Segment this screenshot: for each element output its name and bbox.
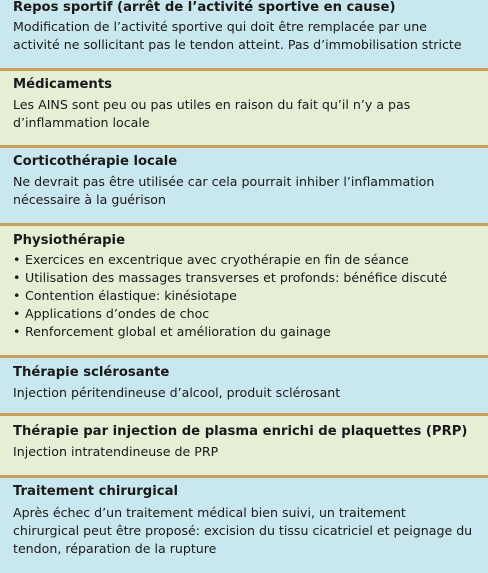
list-item-text: Applications d’ondes de choc (25, 306, 210, 321)
list-item (13, 251, 474, 269)
section-text: Les AINS sont peu ou pas utiles en raison du fait qu’il n’y a pas d’inflammation locale (13, 97, 411, 130)
section-text: Ne devrait pas être utilisée car cela pourrait inhiber l’inflammation nécessaire à la guérison (13, 174, 435, 207)
list-item (13, 323, 474, 341)
section-title: Corticothérapie locale (13, 154, 178, 169)
section-title: Repos sportif (arrêt de l’activité sportive en cause) (13, 0, 396, 15)
list-item (13, 287, 474, 305)
section-title: Thérapie par injection de plasma enrichi de plaquettes (PRP) (13, 424, 468, 439)
section-traitement-chirurgical (0, 478, 488, 573)
bullet-icon: • (13, 270, 21, 285)
list-item-text: Renforcement global et amélioration du gainage (25, 324, 331, 339)
list-item (13, 269, 474, 287)
section-text: Modification de l’activité sportive qui doit être remplacée par une activité ne sollicitant pas le tendon atteint. Pas d’immobilisation stricte (13, 19, 462, 52)
bullet-icon: • (13, 288, 21, 303)
section-therapie-sclerosante (0, 358, 488, 413)
bullet-list (13, 251, 474, 341)
section-title: Physiothérapie (13, 233, 126, 248)
section-text: Injection péritendineuse d’alcool, produit sclérosant (13, 385, 341, 400)
section-medicaments (0, 71, 488, 145)
section-title: Médicaments (13, 77, 112, 92)
bullet-icon: • (13, 252, 21, 267)
section-title: Traitement chirurgical (13, 484, 179, 499)
list-item-text: Exercices en excentrique avec cryothérapie en fin de séance (25, 252, 409, 267)
bullet-icon: • (13, 306, 21, 321)
list-item-text: Contention élastique: kinésiotape (25, 288, 237, 303)
section-corticotherapie (0, 148, 488, 223)
section-repos-sportif (0, 0, 488, 68)
section-text: Injection intratendineuse de PRP (13, 444, 219, 459)
section-physiotherapie (0, 226, 488, 355)
bullet-icon: • (13, 324, 21, 339)
section-title: Thérapie sclérosante (13, 365, 170, 380)
list-item-text: Utilisation des massages transverses et profonds: bénéfice discuté (25, 270, 448, 285)
section-text: Après échec d’un traitement médical bien suivi, un traitement chirurgical peut être proposé: excision du tissu cicatriciel et peignage du tendon, réparation de la rupture (13, 505, 473, 556)
list-item (13, 305, 474, 323)
section-therapie-prp (0, 416, 488, 475)
